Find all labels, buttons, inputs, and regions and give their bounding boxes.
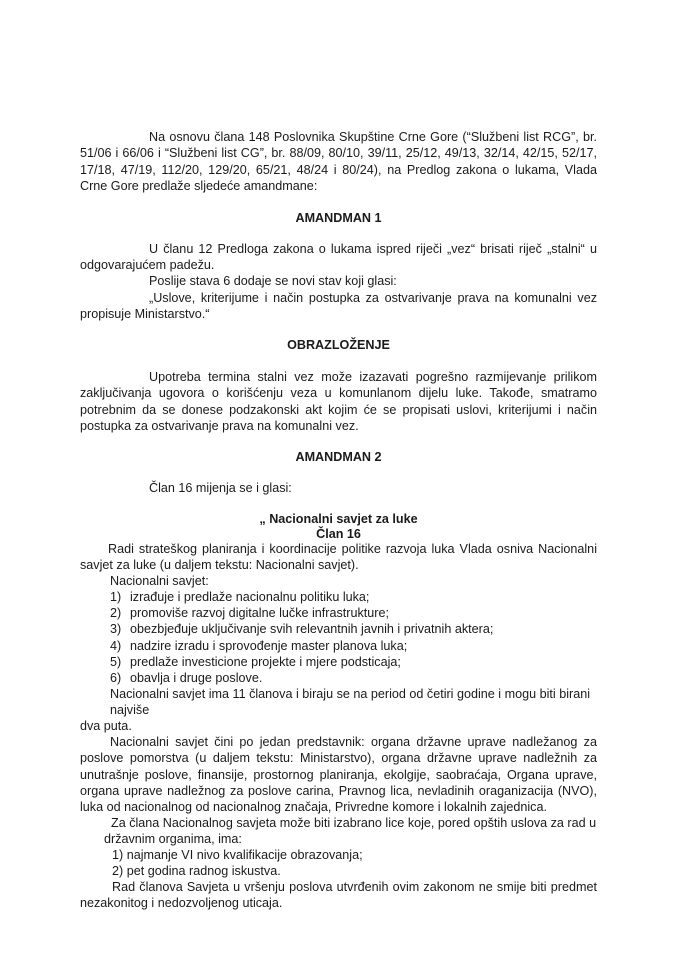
- list-item-number: 4): [110, 638, 122, 653]
- list-item-number: 5): [110, 654, 122, 669]
- article-paragraph: Nacionalni savjet čini po jedan predstavnik: organa državne uprave nadležanog za poslove pomorstva (u daljem tekstu: Ministarstvo), organa državne uprave nadležnih za unutrašnje poslove, finansije, prostornog planiranja, ekolgije, saobraćaja, Organa uprave, organa uprave nadležnog za poslove carina, Pravnog lica, nevladinih oraganizacija (NVO), luka od nacionalnog od nacionalnog značaja, Privredne komore i lokalnih zajednica.: [80, 735, 597, 815]
- list-item: [110, 670, 600, 686]
- list-item: [110, 654, 600, 670]
- article-paragraph: državnim organima, ima:: [104, 832, 242, 846]
- list-item-text: promoviše razvoj digitalne lučke infrastrukture;: [130, 606, 389, 621]
- list-item-number: 2): [110, 606, 122, 621]
- article-paragraph: dva puta.: [80, 719, 132, 733]
- article-paragraph: Nacionalni savjet ima 11 članova i biraju se na period od četiri godine i mogu biti birani: [110, 687, 590, 701]
- amendment-1-quote: „Uslove, kriterijume i način postupka za ostvarivanje prava na komunalni vez propisuje Ministarstvo.“: [80, 291, 597, 322]
- list-item-text: obavlja i druge poslove.: [130, 671, 263, 685]
- article-number: Član 16: [316, 527, 361, 541]
- amendment-2-heading: AMANDMAN 2: [295, 450, 382, 464]
- article-paragraph: Za člana Nacionalnog savjeta može biti izabrano lice koje, pored opštih uslova za rad u: [111, 816, 597, 830]
- amendment-1-paragraph: U članu 12 Predloga zakona o lukama ispred riječi „vez“ brisati riječ „stalni“ u odgovarajućem padežu.: [80, 242, 597, 273]
- requirement-item: 1) najmanje VI nivo kvalifikacije obrazovanja;: [112, 848, 363, 862]
- article-paragraph: Rad članova Savjeta u vršenju poslova utvrđenih ovim zakonom ne smije biti predmet nezakonitog i nedozvoljenog uticaja.: [80, 880, 597, 911]
- article-title: „ Nacionalni savjet za luke: [259, 512, 418, 526]
- list-item: [110, 605, 600, 621]
- amendment-1-paragraph: Poslije stava 6 dodaje se novi stav koji glasi:: [149, 274, 397, 288]
- article-paragraph: najviše: [110, 703, 150, 717]
- intro-paragraph: Na osnovu člana 148 Poslovnika Skupštine Crne Gore (“Službeni list RCG”, br. 51/06 i 66/06 i “Službeni list CG”, br. 88/09, 80/10, 39/11, 25/12, 49/13, 32/14, 42/15, 52/17, 17/18, 47/19, 112/20, 129/20, 65/21, 48/24 i 80/24), na Predlog zakona o lukama, Vlada Crne Gore predlaže sljedeće amandmane:: [80, 130, 597, 193]
- list-item: [110, 621, 600, 637]
- justification-heading: OBRAZLOŽENJE: [287, 338, 390, 352]
- requirement-item: 2) pet godina radnog iskustva.: [112, 864, 281, 878]
- article-paragraph: Radi strateškog planiranja i koordinacije politike razvoja luka Vlada osniva Nacionalni savjet za luke (u daljem tekstu: Nacionalni savjet).: [80, 542, 597, 573]
- amendment-2-intro: Član 16 mijenja se i glasi:: [149, 481, 292, 495]
- list-item: [110, 589, 600, 605]
- list-item-text: izrađuje i predlaže nacionalnu politiku luka;: [130, 590, 370, 604]
- list-item-text: nadzire izradu i sprovođenje master planova luka;: [130, 638, 408, 653]
- list-item: [110, 638, 600, 654]
- amendment-1-heading: AMANDMAN 1: [295, 211, 382, 225]
- list-item-text: obezbjeđuje uključivanje svih relevantnih javnih i privatnih aktera;: [130, 622, 494, 637]
- list-item-text: predlaže investicione projekte i mjere podsticaja;: [130, 654, 401, 669]
- list-item-number: 3): [110, 622, 122, 637]
- article-paragraph: Nacionalni savjet:: [110, 574, 209, 588]
- list-item-number: 6): [110, 671, 122, 685]
- justification-paragraph: Upotreba termina stalni vez može izazavati pogrešno razmijevanje prilikom zaključivanja ugovora o korišćenju veza u komunlanom dijelu luke. Takođe, smatramo potrebnim da se donese podzakonski akt kojim će se propisati uslovi, kriterijumi i način postupka za ostvarivanje prava na komunalni vez.: [80, 370, 597, 433]
- list-item-number: 1): [110, 590, 122, 604]
